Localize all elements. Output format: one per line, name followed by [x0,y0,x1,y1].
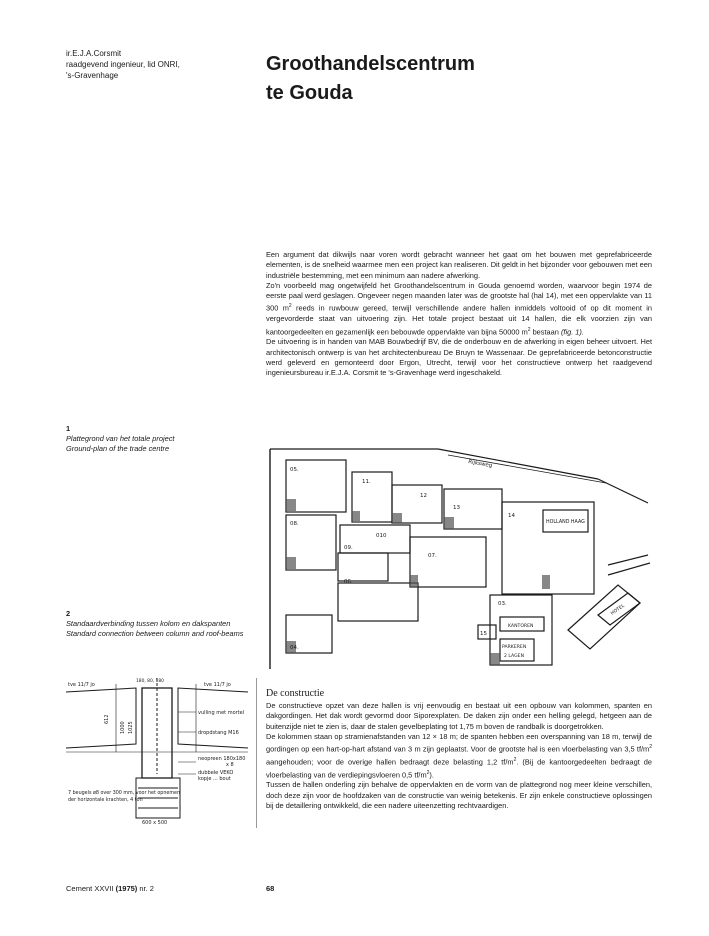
label-neopreen-2: x 8 [226,762,234,768]
intro-p2-sup: 2 [288,303,292,310]
label-drop: dropdstang M16 [198,730,239,736]
footer-year: (1975) [115,884,138,893]
figure-2-caption-nl: Standaardverbinding tussen kolom en dakspanten [66,619,231,628]
label-2-lagen: 2 LAGEN [504,654,525,659]
title-line-1: Groothandelscentrum [266,53,475,75]
label-hall-13: 13 [453,505,460,511]
label-hall-04: 04. [290,645,299,651]
label-deuvel: dubbele VEKO [198,770,234,776]
footer-journal-name: Cement XXVII [66,884,116,893]
label-column-size: 600 x 500 [142,820,168,826]
figure-2-caption [66,609,246,639]
author-block [66,48,246,81]
section-p2-part-a: De kolommen staan op stramienafstanden van 12 × 18 m; de spanten hebben een overspanning van 18 m, terwijl de gordingen op een hart-op-hart afstand van 3 m zijn geplaatst. Voor de grootste hal is een vloerbelasting van 3,5 tf/m [266,731,652,754]
label-top-center: 180, 80, 180 [136,679,164,684]
footer-issue: nr. 2 [137,884,154,893]
section-p2-sup: 2 [649,744,652,751]
label-parkeren: PARKEREN [502,645,527,650]
label-road: Rijksweg [467,459,493,470]
figure-2-connection-detail [66,674,248,826]
label-kantoren: KANTOREN [508,624,534,629]
section-p2-part-c: . (Bij de kantoorgedeelten bedraagt de vloerbelasting van de verdiepingsvloeren 0,5 tf/m [266,757,653,780]
label-note-1: 7 beugels ø8 over 300 mm, voor het opnemen [68,791,181,796]
label-hall-06: 06. [344,579,353,585]
section-text [266,701,652,811]
label-deuvel-2: kopje ... bout [198,776,231,782]
label-hall-14: 14 [508,513,515,519]
intro-paragraph-2 [266,281,652,337]
section-p2-sup-2: 2 [513,756,517,763]
section-paragraph-2 [266,732,652,781]
figure-1-caption-nl: Plattegrond van het totale project [66,434,175,443]
label-holland-haag: HOLLAND HAAG [546,520,585,525]
label-hotel: HOTEL [610,603,626,617]
label-hall-15: 15 [480,631,487,637]
figure-1-site-plan [268,425,653,669]
label-hall-12: 12 [420,493,427,499]
author-role: raadgevend ingenieur, lid ONRI, [66,60,180,69]
label-hall-05: 05. [290,467,299,473]
label-vulling: vulling met mortel [198,710,245,716]
author-city: 's-Gravenhage [66,71,119,80]
intro-paragraph-1: Een argument dat dikwijls naar voren wordt gebracht wanneer het gaat om het bouwen met geprefabriceerde elementen, is de snelheid waarmee men een project kan realiseren. Dit geldt in het bijzonder voor gebouwen met een industriële bestemming, met een minimum aan nadere afwerking. [266,250,652,280]
label-hall-03: 03. [498,601,507,607]
intro-paragraph-3: De uitvoering is in handen van MAB Bouwbedrijf BV, die de onderbouw en de afwerking in eigen beheer uitvoert. Het architectonisch ontwerp is van het architectenbureau De Bruyn te Wassenaar. De geprefabriceerde betonconstructie werd geleverd en gemonteerd door Ergon, Utrecht, terwijl voor het constructieve ontwerp het raadgevend ingenieursbureau ir.E.J.A. Corsmit te 's-Gravenhage werd ingeschakeld. [266,337,652,378]
title-line-2: te Gouda [266,82,353,104]
intro-p2-part-c: bestaan [530,327,561,337]
label-dim-3: 1025 [128,721,134,734]
label-top-right: tve 11/7 jo [204,682,231,688]
section-p2-part-d: ). [429,770,434,780]
figure-1-caption [66,424,246,454]
figure-2-caption-en: Standard connection between column and roof-beams [66,629,244,638]
intro-p2-part-b: reeds in ruwbouw gereed, terwijl verschillende andere hallen inmiddels voltooid of op dit moment in vergevorderde staat van uitvoering zijn. Het totale project bestaat uit 14 hallen, die elk voorzien zijn van kantoorgedeelten en gezamenlijk een bebouwde oppervlakte van bijna 50000 m [266,303,653,337]
section-title: De constructie [266,688,325,699]
label-hall-11: 11. [362,479,371,485]
section-p2-sup-3: 2 [426,769,430,776]
label-dim-1: 612 [104,714,110,724]
figure-2-number: 2 [66,609,71,618]
footer-journal [66,884,154,893]
label-note-2: der horizontale krachten, 4 ton [68,798,143,803]
label-top-left: tve 11/7 jo [68,682,95,688]
label-neopreen: neopreen 180x180 [198,756,246,762]
intro-fig-ref: (fig. 1). [560,327,584,337]
section-paragraph-3: Tussen de hallen onderling zijn behalve de oppervlakten en de vorm van de plattegrond nog meer kleine verschillen, doch deze zijn voor de hoofdzaken van de constructie van weinig betekenis. Er zijn enkele constructieve oplossingen bij de detaillering ontwikkeld, die een nadere uiteenzetting rechtvaardigen. [266,780,652,811]
intro-p2-part-a: Zo'n voorbeeld mag ongetwijfeld het Groothandelscentrum in Gouda genoemd worden, waarvoor begin 1974 de eerste paal werd geslagen. Ongeveer negen maanden later was de grootste hal (hal 14), met een oppervlakte van 11 300 m [266,280,652,313]
label-hall-09: 09. [344,545,353,551]
intro-p2-sup-2: 2 [527,326,531,333]
label-hall-08: 08. [290,521,299,527]
column-divider [256,678,257,828]
label-hall-010: 010 [376,533,387,539]
label-dim-2: 1000 [120,721,126,734]
section-p2-part-b: aangehouden; voor de overige hallen bedraagt deze belasting 1,2 tf/m [266,757,514,767]
section-paragraph-1: De constructieve opzet van deze hallen is vrij eenvoudig en bestaat uit een opbouw van kolommen, spanten en dakgordingen. Het dak wordt gevormd door Siporexplaten. De daken zijn onder een helling gelegd, hetgeen aan de buitenzijde niet te zien is, daar de stalen gevelbeplating tot 1,75 m boven de randbalk is doorgetrokken. [266,701,652,731]
figure-1-caption-en: Ground-plan of the trade centre [66,444,170,453]
article-title [266,50,666,108]
page-number: 68 [266,884,275,893]
label-hall-07: 07. [428,553,437,559]
author-name: ir.E.J.A.Corsmit [66,49,122,58]
figure-1-number: 1 [66,424,71,433]
intro-text [266,250,652,379]
